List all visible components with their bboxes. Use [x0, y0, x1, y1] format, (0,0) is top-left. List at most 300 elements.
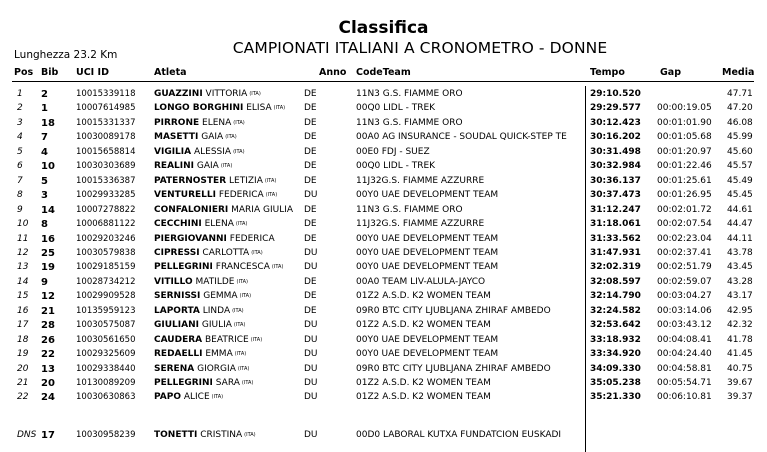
athlete-surname: SERENA: [154, 363, 195, 374]
cell-pos: 22: [17, 392, 29, 403]
cell-gap: 00:02:07.54: [657, 219, 712, 230]
cell-athlete: [154, 392, 223, 402]
athlete-given-name: MATILDE: [195, 276, 235, 287]
header-gap: Gap: [660, 67, 682, 78]
cell-bib: 4: [41, 146, 48, 158]
cell-code: DU: [304, 363, 318, 374]
cell-bib: 22: [41, 349, 55, 361]
athlete-nationality: (ITA): [233, 148, 245, 155]
header-bib: Bib: [41, 67, 59, 78]
cell-avg: 43.45: [727, 262, 753, 273]
athlete-surname: VITILLO: [154, 276, 193, 287]
cell-athlete: [154, 277, 248, 287]
cell-bib: 16: [41, 233, 55, 245]
cell-avg: 45.49: [727, 175, 753, 186]
cell-team: 01Z2 A.S.D. K2 WOMEN TEAM: [356, 392, 491, 403]
cell-uci: 10030630863: [76, 392, 136, 403]
athlete-surname: GIULIANI: [154, 320, 199, 331]
table-row: [0, 205, 767, 219]
cell-uci: 10029909528: [76, 291, 136, 302]
cell-code: DE: [304, 175, 317, 186]
cell-bib: 5: [41, 175, 48, 187]
athlete-nationality: (ITA): [236, 278, 248, 285]
table-row: [0, 306, 767, 320]
athlete-given-name: LETIZIA: [229, 175, 263, 186]
table-row: [0, 132, 767, 146]
cell-uci: 10015339118: [76, 89, 136, 99]
cell-gap: 00:02:59.07: [657, 276, 712, 287]
cell-time: 32:24.582: [590, 305, 641, 316]
cell-avg: 43.28: [727, 276, 753, 287]
athlete-given-name: GIULIA: [201, 320, 232, 331]
athlete-given-name: FEDERICA: [229, 233, 275, 244]
athlete-nationality: (ITA): [233, 322, 246, 329]
cell-time: 33:34.920: [590, 349, 641, 360]
cell-team: 09R0 BTC CITY LJUBLJANA ZHIRAF AMBEDO: [356, 363, 551, 374]
cell-gap: 00:01:20.97: [657, 146, 712, 157]
cell-team: 00Y0 UAE DEVELOPMENT TEAM: [356, 233, 499, 244]
athlete-surname: VIGILIA: [154, 146, 192, 157]
cell-pos: 1: [17, 89, 23, 99]
cell-pos: 6: [17, 161, 23, 172]
table-row: [0, 234, 767, 248]
table-row: [0, 335, 767, 349]
table-row: [0, 291, 767, 305]
athlete-nationality: (ITA): [264, 177, 277, 184]
athlete-given-name: ELENA: [204, 219, 234, 230]
cell-athlete: [154, 349, 246, 359]
cell-bib: 25: [41, 247, 55, 259]
cell-uci: 10029203246: [76, 233, 136, 244]
cell-uci: 10130089209: [76, 378, 136, 388]
cell-athlete: [154, 262, 283, 272]
table-row: [0, 320, 767, 334]
cell-athlete: [154, 103, 285, 113]
cell-uci: 10030958239: [76, 430, 136, 440]
cell-team: 00Y0 UAE DEVELOPMENT TEAM: [356, 334, 499, 345]
cell-gap: 00:04:08.41: [657, 334, 712, 345]
cell-avg: 47.20: [727, 103, 753, 114]
athlete-nationality: (ITA): [235, 221, 248, 228]
cell-bib: 17: [41, 430, 55, 441]
results-title: Classifica: [338, 18, 429, 38]
cell-time: 30:37.473: [590, 190, 641, 201]
cell-pos: 18: [17, 334, 29, 345]
athlete-surname: VENTURELLI: [154, 190, 216, 201]
cell-uci: 10015331337: [76, 117, 136, 128]
cell-time: 32:53.642: [590, 320, 641, 331]
cell-time: 30:16.202: [590, 132, 641, 143]
cell-gap: 00:04:58.81: [657, 363, 712, 374]
athlete-surname: PELLEGRINI: [154, 378, 213, 388]
cell-pos: 21: [17, 378, 29, 388]
cell-athlete: [154, 291, 251, 301]
athlete-nationality: (ITA): [225, 134, 237, 141]
athlete-given-name: ALICE: [183, 392, 210, 403]
cell-athlete: [154, 320, 245, 330]
header-time: Tempo: [590, 67, 625, 78]
cell-team: 01Z2 A.S.D. K2 WOMEN TEAM: [356, 378, 491, 388]
header-year: Anno: [319, 67, 347, 78]
cell-uci: 10029338440: [76, 363, 136, 374]
cell-gap: 00:03:04.27: [657, 291, 712, 302]
athlete-surname: CAUDERA: [154, 334, 203, 345]
cell-pos: 19: [17, 349, 29, 360]
results-subtitle: CAMPIONATI ITALIANI A CRONOMETRO - DONNE: [232, 39, 608, 57]
cell-bib: 2: [41, 89, 48, 100]
cell-code: DE: [304, 132, 317, 143]
cell-avg: 44.11: [727, 233, 753, 244]
athlete-nationality: (ITA): [265, 192, 278, 199]
table-row: [0, 262, 767, 276]
athlete-given-name: GAIA: [201, 132, 224, 143]
cell-team: 11N3 G.S. FIAMME ORO: [356, 89, 463, 99]
athlete-nationality: (ITA): [220, 163, 233, 170]
athlete-nationality: (ITA): [211, 394, 224, 401]
cell-team: 01Z2 A.S.D. K2 WOMEN TEAM: [356, 320, 491, 331]
cell-bib: 28: [41, 320, 55, 332]
cell-code: DE: [304, 291, 317, 302]
cell-bib: 18: [41, 117, 55, 129]
table-row: [0, 176, 767, 190]
cell-team: 11N3 G.S. FIAMME ORO: [356, 117, 463, 128]
cell-gap: 00:02:37.41: [657, 247, 712, 258]
cell-pos: 12: [17, 247, 29, 258]
cell-avg: 41.45: [727, 349, 753, 360]
cell-pos: 3: [17, 117, 23, 128]
cell-code: DU: [304, 247, 318, 258]
cell-code: DU: [304, 320, 318, 331]
cell-team: 01Z2 A.S.D. K2 WOMEN TEAM: [356, 291, 491, 302]
athlete-nationality: (ITA): [239, 293, 252, 300]
athlete-surname: PIERGIOVANNI: [154, 233, 227, 244]
cell-avg: 42.32: [727, 320, 753, 331]
cell-athlete: [154, 219, 247, 229]
cell-pos: DNS: [17, 430, 37, 440]
table-row: [0, 378, 767, 392]
table-row: [0, 364, 767, 378]
cell-athlete: [154, 378, 253, 388]
cell-team: 11J32G.S. FIAMME AZZURRE: [356, 219, 485, 230]
cell-bib: 8: [41, 219, 48, 231]
cell-time: 31:33.562: [590, 233, 641, 244]
cell-athlete: [154, 176, 276, 186]
table-row: [0, 219, 767, 233]
cell-uci: 10007278822: [76, 204, 136, 215]
cell-code: DE: [304, 89, 317, 99]
cell-time: 31:47.931: [590, 247, 641, 258]
athlete-nationality: (ITA): [251, 249, 263, 256]
cell-team: 09R0 BTC CITY LJUBLJANA ZHIRAF AMBEDO: [356, 305, 551, 316]
cell-gap: 00:03:43.12: [657, 320, 712, 331]
athlete-surname: TONETTI: [154, 430, 198, 440]
cell-bib: 12: [41, 291, 55, 303]
cell-time: 34:09.330: [590, 363, 641, 374]
table-row: [0, 277, 767, 291]
race-length: Lunghezza 23.2 Km: [14, 49, 118, 61]
cell-gap: 00:01:01.90: [657, 117, 712, 128]
cell-athlete: [154, 364, 249, 374]
cell-gap: 00:04:24.40: [657, 349, 712, 360]
cell-gap: 00:02:23.04: [657, 233, 712, 244]
header-pos: Pos: [14, 67, 34, 78]
cell-avg: 47.71: [727, 89, 753, 99]
cell-pos: 14: [17, 276, 29, 287]
header-uci: UCI ID: [76, 67, 109, 78]
cell-bib: 9: [41, 276, 48, 288]
athlete-nationality: (ITA): [273, 105, 286, 112]
athlete-surname: PIRRONE: [154, 117, 200, 128]
cell-avg: 44.61: [727, 204, 753, 215]
cell-code: DU: [304, 349, 318, 360]
cell-pos: 9: [17, 204, 23, 215]
table-row: [0, 248, 767, 262]
cell-avg: 45.57: [727, 161, 753, 172]
athlete-nationality: (ITA): [241, 380, 254, 386]
cell-code: DE: [304, 103, 317, 114]
cell-avg: 45.60: [727, 146, 753, 157]
athlete-nationality: (ITA): [244, 432, 256, 438]
cell-bib: 14: [41, 204, 55, 216]
cell-code: DE: [304, 276, 317, 287]
cell-avg: 41.78: [727, 334, 753, 345]
cell-team: 00Y0 UAE DEVELOPMENT TEAM: [356, 190, 499, 201]
athlete-nationality: (ITA): [249, 91, 261, 97]
cell-time: 29:29.577: [590, 103, 641, 114]
cell-uci: 10030089178: [76, 132, 136, 143]
athlete-given-name: ALESSIA: [193, 146, 232, 157]
cell-pos: 10: [17, 219, 29, 230]
athlete-surname: SERNISSI: [154, 291, 201, 302]
athlete-nationality: (ITA): [232, 307, 244, 314]
cell-avg: 45.99: [727, 132, 753, 143]
cell-pos: 8: [17, 190, 23, 201]
cell-team: 00Q0 LIDL - TREK: [356, 103, 436, 114]
cell-uci: 10007614985: [76, 103, 136, 114]
cell-uci: 10006881122: [76, 219, 136, 230]
athlete-given-name: GIORGIA: [197, 363, 236, 374]
athlete-nationality: (ITA): [234, 351, 247, 358]
athlete-surname: LONGO BORGHINI: [154, 103, 244, 114]
athlete-given-name: LINDA: [202, 305, 231, 316]
cell-team: 00Y0 UAE DEVELOPMENT TEAM: [356, 349, 499, 360]
athlete-surname: LAPORTA: [154, 305, 200, 316]
cell-team: 00Y0 UAE DEVELOPMENT TEAM: [356, 247, 499, 258]
cell-pos: 2: [17, 103, 23, 114]
cell-bib: 10: [41, 161, 55, 173]
table-row: [0, 430, 767, 444]
cell-code: DU: [304, 378, 318, 388]
cell-uci: 10030303689: [76, 161, 136, 172]
cell-athlete: [154, 89, 261, 99]
athlete-surname: REDAELLI: [154, 349, 203, 360]
athlete-given-name: CRISTINA: [200, 430, 243, 440]
table-row: [0, 147, 767, 161]
cell-uci: 10029933285: [76, 190, 136, 201]
athlete-given-name: SARA: [215, 378, 240, 388]
cell-athlete: [154, 248, 263, 258]
table-row: [0, 103, 767, 117]
cell-bib: 1: [41, 103, 48, 115]
cell-uci: 10030575087: [76, 320, 136, 331]
cell-code: DU: [304, 392, 318, 403]
cell-team: 00Y0 UAE DEVELOPMENT TEAM: [356, 262, 499, 273]
athlete-surname: CECCHINI: [154, 219, 202, 230]
cell-pos: 15: [17, 291, 29, 302]
cell-bib: 13: [41, 363, 55, 375]
cell-gap: 00:02:51.79: [657, 262, 712, 273]
athlete-surname: PATERNOSTER: [154, 175, 227, 186]
cell-athlete: [154, 234, 277, 244]
athlete-given-name: BEATRICE: [205, 334, 249, 345]
cell-athlete: [154, 306, 244, 316]
cell-athlete: [154, 161, 232, 171]
cell-time: 33:18.932: [590, 334, 641, 345]
cell-pos: 20: [17, 363, 29, 374]
table-row: [0, 392, 767, 406]
cell-athlete: [154, 147, 245, 157]
cell-team: 00D0 LABORAL KUTXA FUNDATCION EUSKADI: [356, 430, 562, 440]
cell-uci: 10030561650: [76, 334, 136, 345]
cell-gap: 00:03:14.06: [657, 305, 712, 316]
cell-code: DE: [304, 117, 317, 128]
athlete-given-name: FEDERICA: [218, 190, 264, 201]
cell-time: 32:08.597: [590, 276, 641, 287]
athlete-given-name: GAIA: [196, 161, 219, 172]
cell-team: 00A0 AG INSURANCE - SOUDAL QUICK-STEP TE: [356, 132, 567, 143]
cell-time: 35:21.330: [590, 392, 641, 403]
cell-time: 31:18.061: [590, 219, 641, 230]
cell-avg: 42.95: [727, 305, 753, 316]
cell-pos: 4: [17, 132, 23, 143]
athlete-given-name: VITTORIA: [205, 89, 248, 99]
cell-gap: 00:01:26.95: [657, 190, 712, 201]
cell-code: DU: [304, 262, 318, 273]
cell-code: DE: [304, 305, 317, 316]
athlete-surname: REALINI: [154, 161, 195, 172]
cell-code: DU: [304, 334, 318, 345]
cell-time: 30:31.498: [590, 146, 641, 157]
cell-code: DU: [304, 190, 318, 201]
cell-uci: 10015336387: [76, 175, 136, 186]
cell-gap: 00:06:10.81: [657, 392, 712, 403]
athlete-surname: PELLEGRINI: [154, 262, 213, 273]
table-row: [0, 190, 767, 204]
athlete-given-name: MARIA GIULIA: [231, 204, 294, 215]
athlete-surname: GUAZZINI: [154, 89, 203, 99]
cell-time: 35:05.238: [590, 378, 641, 388]
cell-avg: 43.17: [727, 291, 753, 302]
cell-gap: 00:01:05.68: [657, 132, 712, 143]
cell-bib: 19: [41, 262, 55, 274]
cell-uci: 10029185159: [76, 262, 136, 273]
cell-avg: 40.75: [727, 363, 753, 374]
cell-time: 32:02.319: [590, 262, 641, 273]
cell-uci: 10028734212: [76, 276, 136, 287]
cell-team: 00Q0 LIDL - TREK: [356, 161, 436, 172]
cell-code: DU: [304, 430, 318, 440]
cell-gap: 00:01:22.46: [657, 161, 712, 172]
cell-bib: 21: [41, 305, 55, 317]
table-row: [0, 89, 767, 103]
athlete-surname: PAPO: [154, 392, 181, 403]
cell-pos: 13: [17, 262, 29, 273]
cell-avg: 39.67: [727, 378, 753, 388]
cell-pos: 17: [17, 320, 29, 331]
cell-pos: 16: [17, 305, 29, 316]
table-row: [0, 161, 767, 175]
cell-pos: 5: [17, 146, 23, 157]
cell-bib: 26: [41, 334, 55, 346]
cell-bib: 7: [41, 132, 48, 144]
athlete-surname: CIPRESSI: [154, 247, 200, 258]
header-athlete: Atleta: [154, 67, 187, 78]
cell-gap: 00:01:25.61: [657, 175, 712, 186]
athlete-given-name: CARLOTTA: [202, 247, 250, 258]
athlete-given-name: ELISA: [246, 103, 272, 114]
cell-team: 00E0 FDJ - SUEZ: [356, 146, 430, 157]
header-codeteam: CodeTeam: [356, 67, 411, 78]
athlete-given-name: EMMA: [205, 349, 233, 360]
athlete-nationality: (ITA): [271, 264, 284, 271]
cell-athlete: [154, 430, 256, 440]
cell-uci: 10015658814: [76, 146, 136, 157]
cell-athlete: [154, 190, 277, 200]
cell-code: DE: [304, 161, 317, 172]
cell-time: 31:12.247: [590, 204, 641, 215]
cell-team: 11N3 G.S. FIAMME ORO: [356, 204, 463, 215]
cell-avg: 39.37: [727, 392, 753, 403]
cell-uci: 10029325609: [76, 349, 136, 360]
cell-bib: 24: [41, 392, 55, 404]
cell-bib: 20: [41, 378, 55, 389]
cell-gap: 00:02:01.72: [657, 204, 712, 215]
cell-time: 30:12.423: [590, 117, 641, 128]
header-rule: [12, 81, 754, 82]
cell-team: 00A0 TEAM LIV-ALULA-JAYCO: [356, 276, 486, 287]
cell-code: DE: [304, 233, 317, 244]
cell-gap: 00:00:19.05: [657, 103, 712, 114]
athlete-given-name: GEMMA: [203, 291, 238, 302]
cell-avg: 45.45: [727, 190, 753, 201]
header-avg: Media: [722, 67, 755, 78]
cell-pos: 11: [17, 233, 29, 244]
table-row: [0, 349, 767, 363]
cell-uci: 10135959123: [76, 305, 136, 316]
cell-pos: 7: [17, 175, 23, 186]
cell-avg: 46.08: [727, 117, 753, 128]
cell-avg: 44.47: [727, 219, 753, 230]
athlete-surname: MASETTI: [154, 132, 199, 143]
cell-code: DE: [304, 146, 317, 157]
athlete-surname: CONFALONIERI: [154, 204, 229, 215]
cell-uci: 10030579838: [76, 247, 136, 258]
athlete-nationality: (ITA): [237, 365, 250, 372]
cell-athlete: [154, 205, 295, 215]
cell-time: 32:14.790: [590, 291, 641, 302]
cell-time: 30:36.137: [590, 175, 641, 186]
cell-athlete: [154, 132, 237, 142]
cell-code: DE: [304, 204, 317, 215]
table-row: [0, 118, 767, 132]
cell-avg: 43.78: [727, 247, 753, 258]
cell-team: 11J32G.S. FIAMME AZZURRE: [356, 175, 485, 186]
cell-time: 29:10.520: [590, 89, 641, 99]
athlete-nationality: (ITA): [233, 119, 245, 126]
cell-code: DE: [304, 219, 317, 230]
cell-gap: 00:05:54.71: [657, 378, 712, 388]
athlete-given-name: ELENA: [202, 117, 232, 128]
